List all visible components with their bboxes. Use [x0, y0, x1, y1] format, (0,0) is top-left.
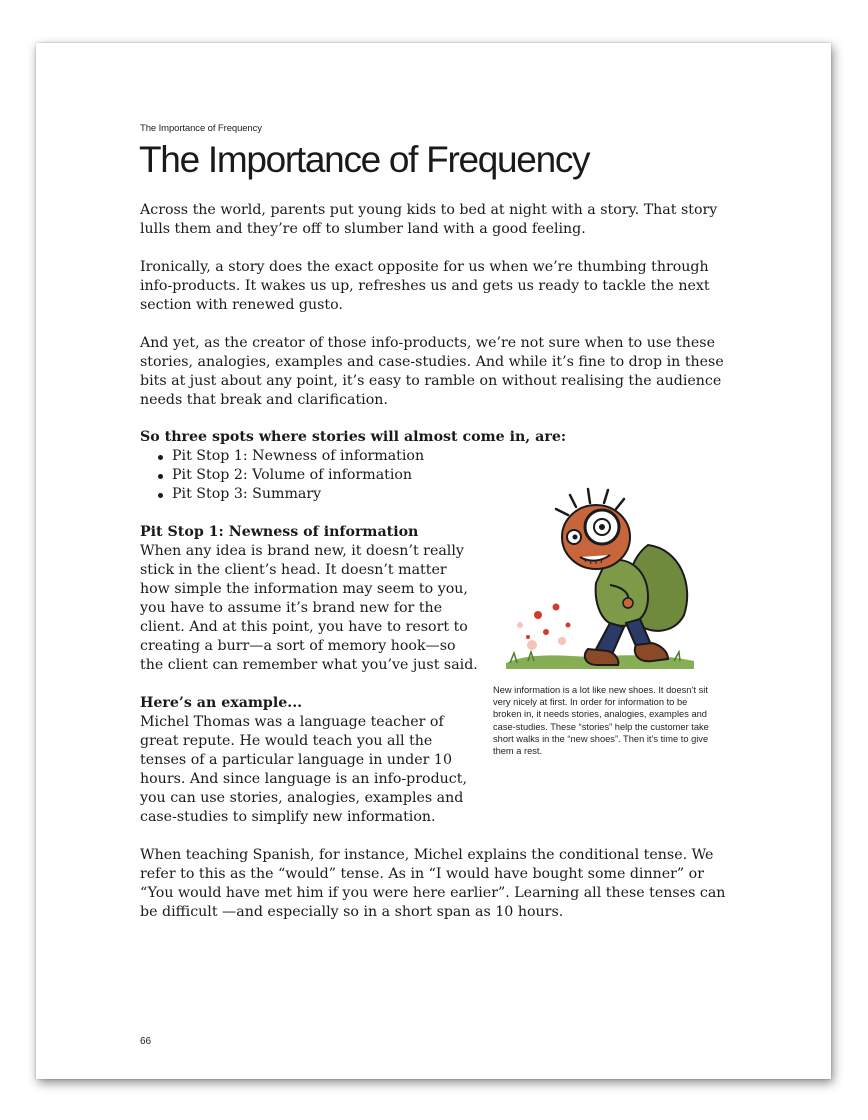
- paragraph-teaching-spanish: When teaching Spanish, for instance, Michel explains the conditional tense. We refer to this as the “would” tense. As in “I would have bought some dinner” or “You would have met him if you were here earlier”. Learning all these tenses can be difficult —and especially so in a short span as 10 hours.: [140, 847, 726, 920]
- list-item: Pit Stop 1: Newness of information: [140, 447, 424, 466]
- pit-stops-list: [140, 447, 424, 504]
- pit-stop-1-body: When any idea is brand new, it doesn’t really stick in the client’s head. It doesn’t matter how simple the information may seem to you, you have to assume it’s brand new for the client. And at this point, you have to resort to creating a burr—a sort of memory hook—so the client can remember what you’ve just said.: [140, 543, 478, 673]
- example-body: Michel Thomas was a language teacher of great repute. He would teach you all the tenses of a particular language in under 10 hours. And since language is an info-product, you can use stories, analogies, examples and case-studies to simplify new information.: [140, 714, 467, 825]
- page-number: 66: [140, 1036, 152, 1047]
- list-item: Pit Stop 3: Summary: [140, 485, 424, 504]
- document-page: [36, 43, 831, 1079]
- example-heading: Here’s an example...: [140, 695, 303, 711]
- pit-stop-1-heading: Pit Stop 1: Newness of information: [140, 524, 419, 540]
- paragraph-intro: Across the world, parents put young kids to bed at night with a story. That story lulls them and they’re off to slumber land with a good feeling.: [140, 202, 718, 237]
- flowers: [526, 604, 571, 640]
- paragraph-ironically: Ironically, a story does the exact opposite for us when we’re thumbing through info-products. It wakes us up, refreshes us and gets us ready to tackle the next section with renewed gusto.: [140, 259, 710, 313]
- illustration-caption: New information is a lot like new shoes. It doesn’t sit very nicely at first. In order for information to be broken in, it needs stories, analogies, examples and case-studies. These “stories” help the customer take short walks in the “new shoes”. Then it’s time to give them a rest.: [493, 685, 709, 757]
- running-head: The Importance of Frequency: [140, 123, 262, 134]
- paragraph-and-yet: And yet, as the creator of those info-products, we’re not sure when to use these stories, analogies, examples and case-studies. And while it’s fine to drop in these bits at just about any point, it’s easy to ramble on without realising the audience needs that break and clarification.: [140, 335, 724, 408]
- new-shoes-illustration: [498, 485, 698, 677]
- page-title: The Importance of Frequency: [139, 139, 590, 180]
- pit-stops-heading: So three spots where stories will almost come in, are:: [140, 429, 567, 445]
- list-item: Pit Stop 2: Volume of information: [140, 466, 424, 485]
